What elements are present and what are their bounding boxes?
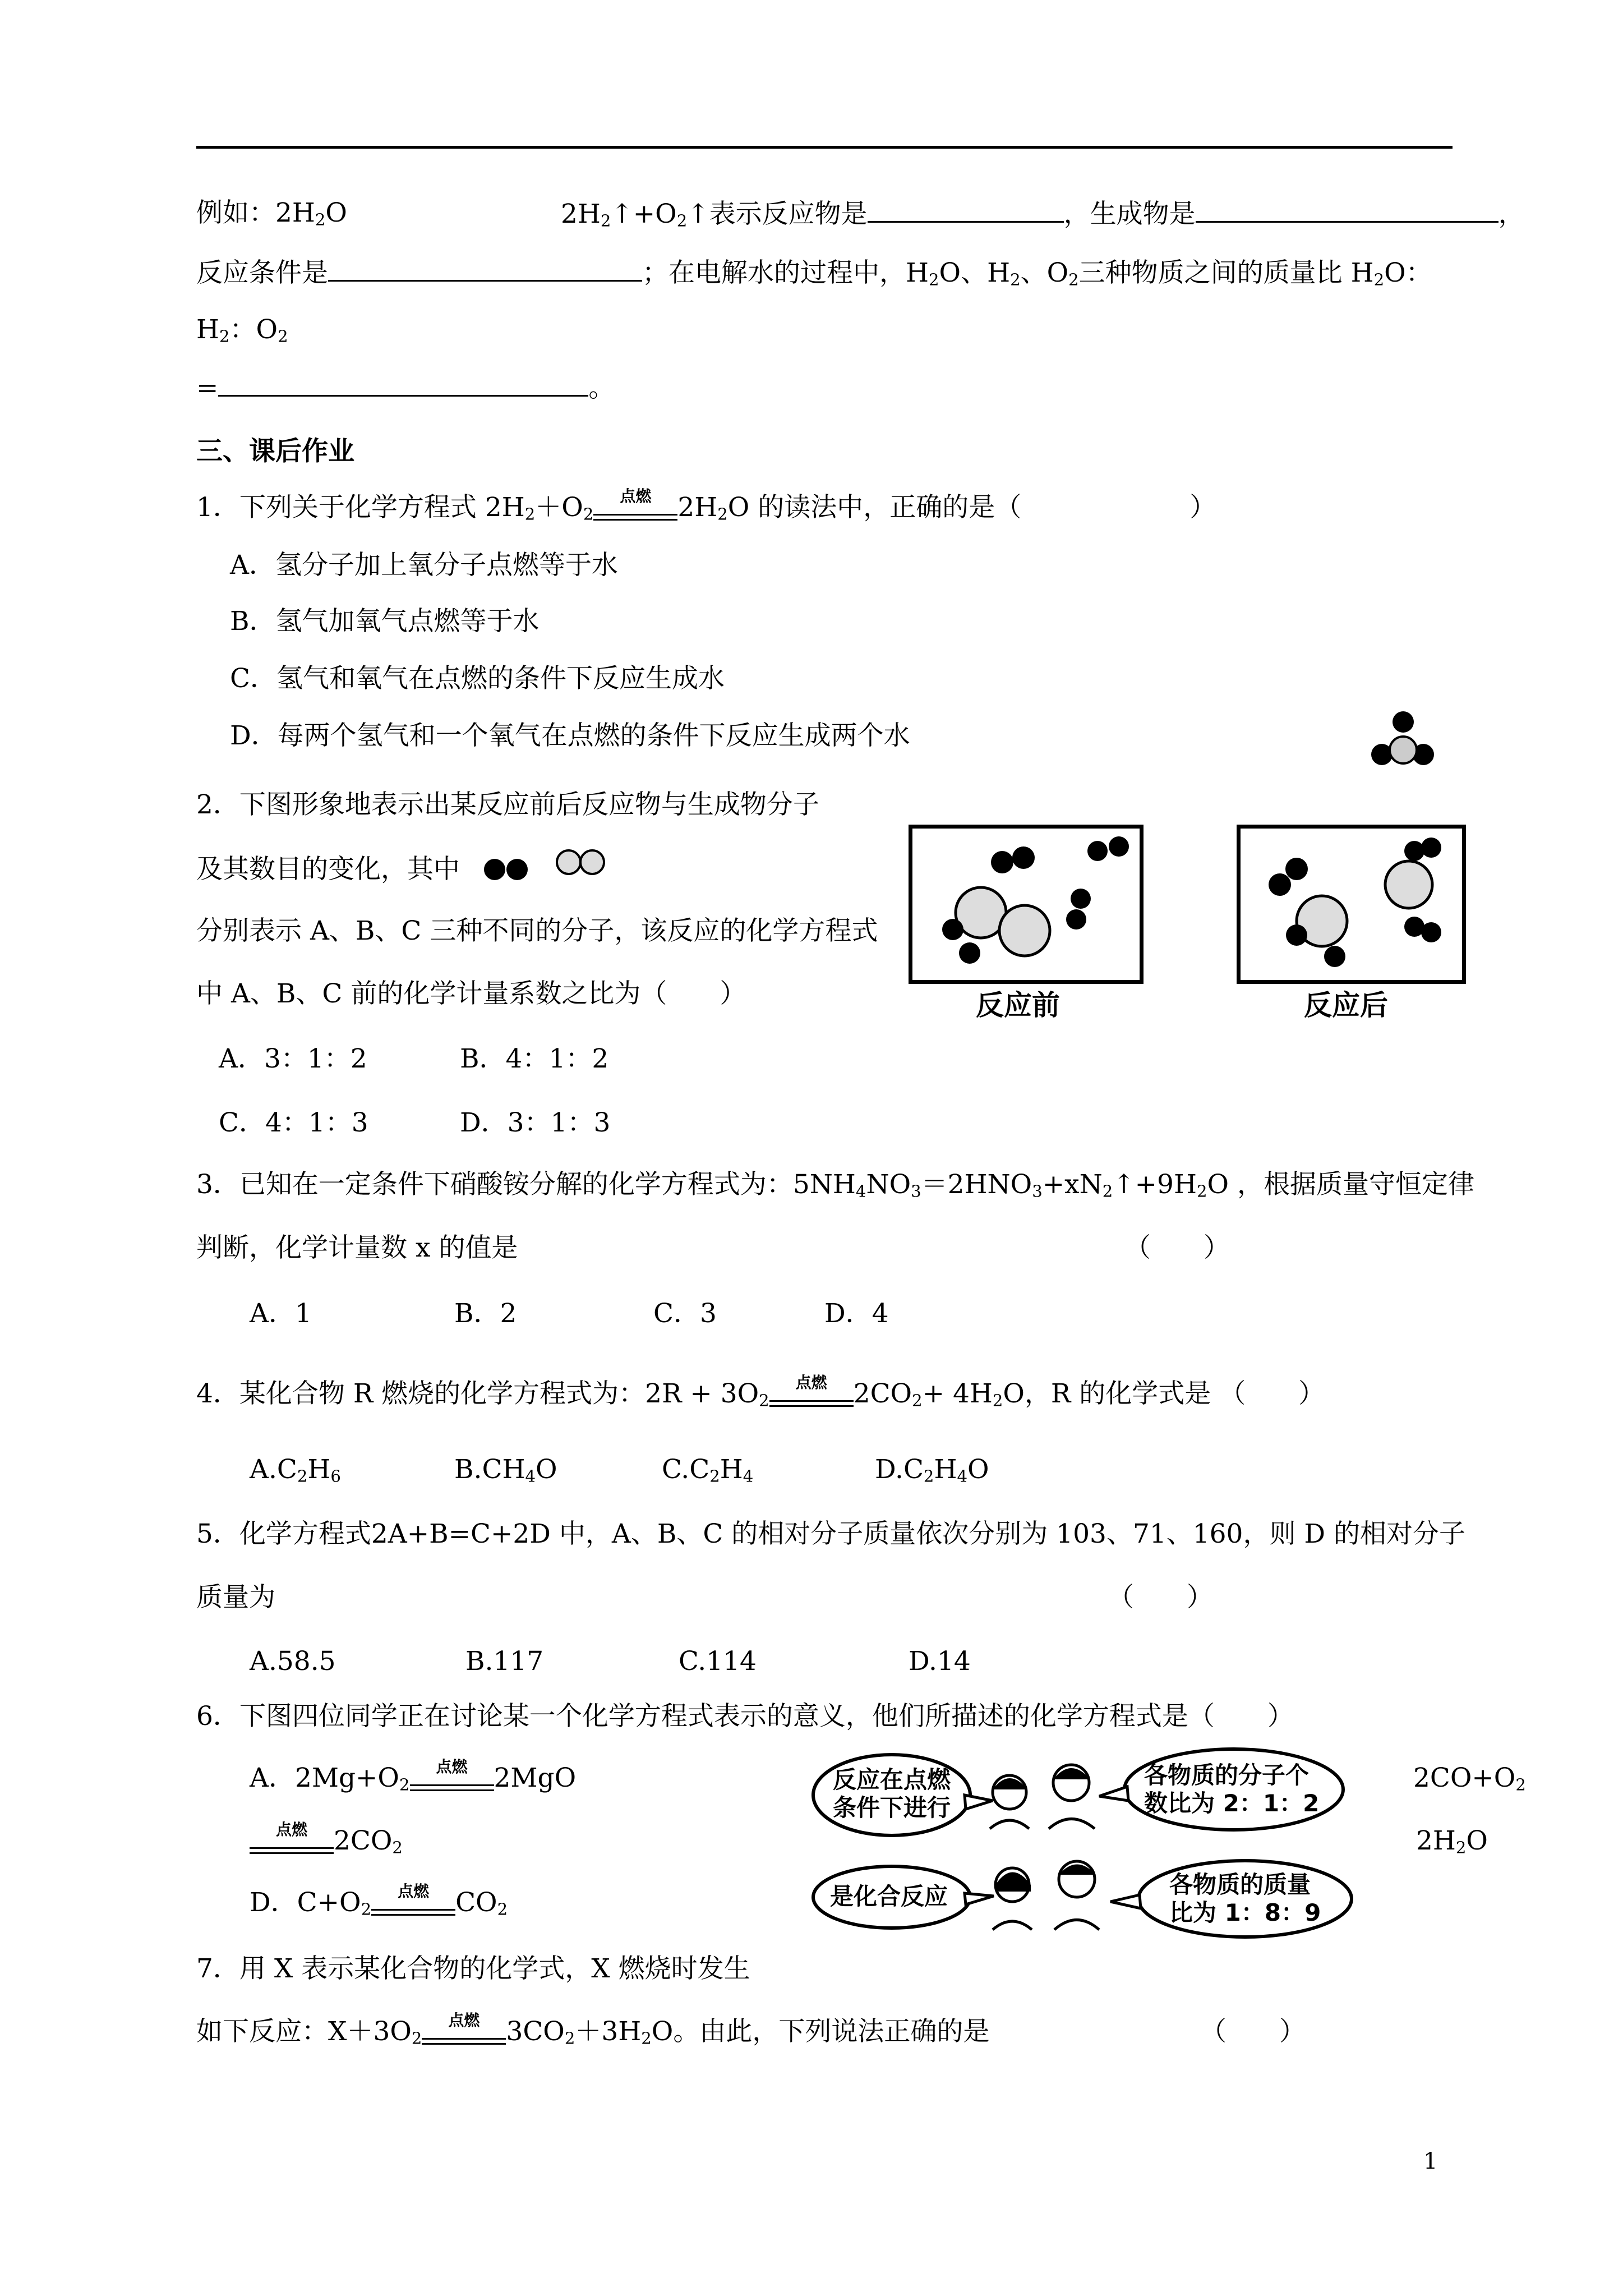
q2-option-c[interactable]: C．4：1：3: [219, 1107, 368, 1138]
section-title: 三、课后作业: [196, 436, 354, 467]
condition-arrow: 点燃: [422, 2021, 506, 2055]
example-line-1b: $2H_2↑+O_2↑$表示反应物是 ，生成物是 ，: [561, 196, 1525, 237]
example-line-2: 反应条件是 ；在电解水的过程中，$H_2O$、$H_2$、$O_2$三种物质之间的质量比 $H_2O$：: [196, 255, 1432, 296]
answer-blank[interactable]: [868, 196, 1064, 223]
q6-option-b-fragment[interactable]: $2CO+O_2$: [1413, 1763, 1526, 1795]
q4-option-c[interactable]: $C.C_2H_4$: [662, 1454, 754, 1486]
question-3-line-1: 3．已知在一定条件下硝酸铵分解的化学方程式为：$5NH_4NO_3=2HNO_3+xN_2↑+9H_2O$ ，根据质量守恒定律: [196, 1169, 1474, 1201]
example-line-3: $H_2$：$O_2$: [196, 314, 288, 346]
answer-blank[interactable]: [328, 255, 642, 282]
q1-option-b[interactable]: B．氢气加氧气点燃等于水: [230, 606, 540, 637]
q6-option-c-fragment[interactable]: $2H_2O$: [1416, 1825, 1488, 1857]
bubble-1-text: 反应在点燃 条件下进行: [833, 1766, 951, 1821]
bubble-2-text: 各物质的分子个 数比为 2：1：2: [1144, 1761, 1320, 1817]
molecule-b-icon: [555, 848, 611, 876]
question-4: 4．某化合物 R 燃烧的化学方程式为：$2R + 3O_2$ 点燃 $2CO_2+ 4H_2O$，R 的化学式是 （ ）: [196, 1377, 1325, 1417]
question-1: 1．下列关于化学方程式 $2H_2+O_2$ 点燃 $2H_2O$ 的读法中，正确的是（ ）: [196, 491, 1216, 531]
condition-arrow: 点燃: [410, 1768, 494, 1801]
question-2-line-1: 2．下图形象地表示出某反应前后反应物与生成物分子: [196, 789, 819, 820]
question-7-line-1: 7．用 X 表示某化合物的化学式，X 燃烧时发生: [196, 1953, 750, 1984]
question-3-line-2: 判断，化学计量数 x 的值是: [196, 1232, 518, 1263]
q5-option-a[interactable]: A.58.5: [250, 1646, 336, 1677]
q6-option-d[interactable]: D．$C+O_2$ 点燃 $CO_2$: [250, 1886, 508, 1926]
question-5-line-2: 质量为: [196, 1582, 275, 1613]
example-line-1: 例如：$2H_2O$: [196, 197, 347, 229]
q6-option-b-continued[interactable]: 点燃 $2CO_2$: [250, 1824, 403, 1864]
q5-option-c[interactable]: C.114: [679, 1646, 757, 1677]
question-2-line-3: 分别表示 A、B、C 三种不同的分子，该反应的化学方程式: [196, 915, 878, 946]
q7-answer-paren[interactable]: （ ）: [1200, 2016, 1306, 2047]
q5-answer-paren[interactable]: （ ）: [1108, 1582, 1213, 1613]
bubble-4-text: 各物质的质量 比为 1：8：9: [1169, 1871, 1321, 1926]
q2-option-d[interactable]: D．3：1：3: [460, 1107, 611, 1138]
after-molecules: [1241, 829, 1462, 980]
after-label: 反应后: [1304, 989, 1388, 1022]
question-7-line-2: 如下反应：$X+3O_2$ 点燃 $3CO_2+3H_2O$。由此，下列说法正确的是: [196, 2015, 989, 2055]
question-2-line-2: 及其数目的变化，其中: [196, 854, 460, 885]
condition-arrow: 点燃: [769, 1383, 854, 1417]
q2-option-a[interactable]: A．3：1：2: [219, 1043, 367, 1074]
molecule-cluster-icon: [1368, 710, 1436, 774]
molecule-a-icon: [482, 857, 533, 882]
before-reaction-box: [909, 825, 1144, 984]
condition-arrow: 点燃: [593, 497, 677, 531]
q3-option-a[interactable]: A．1: [250, 1298, 312, 1329]
q1-option-d[interactable]: D．每两个氢气和一个氧气在点燃的条件下反应生成两个水: [230, 720, 910, 751]
answer-blank[interactable]: [218, 370, 588, 397]
header-rule: [196, 146, 1453, 149]
q5-option-b[interactable]: B.117: [465, 1646, 544, 1677]
q4-option-b[interactable]: $B.CH_4O$: [454, 1454, 557, 1486]
discussion-cartoon: [808, 1745, 1408, 1947]
condition-arrow: 点燃: [371, 1892, 455, 1926]
q3-option-c[interactable]: C．3: [653, 1298, 717, 1329]
q2-option-b[interactable]: B．4：1：2: [460, 1043, 609, 1074]
q4-option-a[interactable]: $A.C_2H_6$: [250, 1454, 341, 1486]
question-5-line-1: 5．化学方程式2A+B=C+2D 中，A、B、C 的相对分子质量依次分别为 103、71、160，则 D 的相对分子: [196, 1519, 1466, 1549]
answer-blank[interactable]: [1196, 196, 1498, 223]
before-molecules: [912, 829, 1140, 980]
q3-answer-paren[interactable]: （ ）: [1124, 1232, 1230, 1263]
q4-option-d[interactable]: $D.C_2H_4O$: [875, 1454, 989, 1486]
after-reaction-box: [1237, 825, 1466, 984]
q5-option-d[interactable]: D.14: [909, 1646, 971, 1677]
bubble-3-text: 是化合反应: [830, 1883, 948, 1910]
before-label: 反应前: [976, 989, 1060, 1022]
example-line-4: = 。: [196, 370, 615, 405]
condition-arrow: 点燃: [250, 1830, 334, 1864]
question-2-line-4: 中 A、B、C 前的化学计量系数之比为（ ）: [196, 978, 746, 1009]
page-number: 1: [1423, 2148, 1438, 2174]
q3-option-b[interactable]: B．2: [454, 1298, 517, 1329]
q6-option-a[interactable]: A．$2Mg+O_2$ 点燃 2MgO: [250, 1761, 576, 1801]
question-6-line-1: 6．下图四位同学正在讨论某一个化学方程式表示的意义，他们所描述的化学方程式是（ ）: [196, 1701, 1294, 1732]
q3-option-d[interactable]: D．4: [824, 1298, 889, 1329]
q1-option-a[interactable]: A．氢分子加上氧分子点燃等于水: [230, 550, 618, 581]
q1-option-c[interactable]: C．氢气和氧气在点燃的条件下反应生成水: [230, 663, 725, 694]
